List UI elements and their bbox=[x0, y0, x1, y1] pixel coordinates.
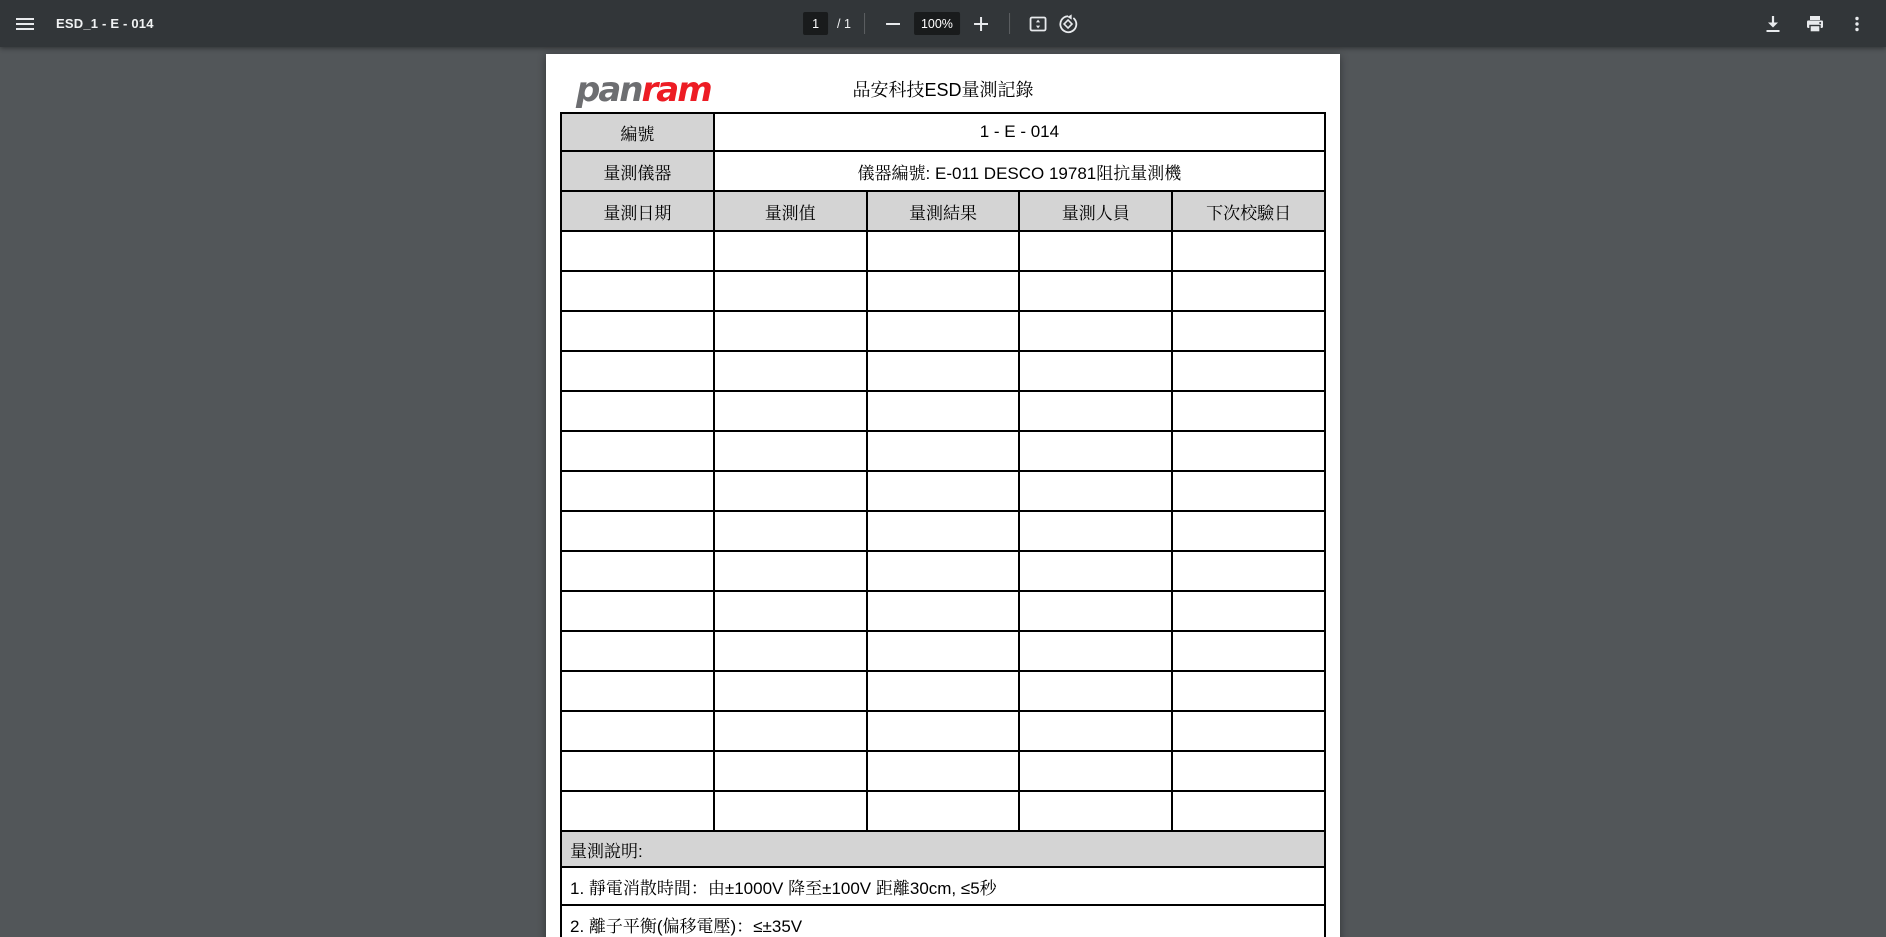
fit-to-page-button[interactable] bbox=[1023, 9, 1053, 39]
zoom-out-icon bbox=[886, 17, 900, 31]
menu-button[interactable] bbox=[10, 9, 40, 39]
empty-record-row bbox=[561, 311, 1325, 351]
fit-to-page-icon bbox=[1028, 14, 1048, 34]
empty-cell bbox=[1172, 391, 1325, 431]
notes-header-label: 量測說明: bbox=[561, 831, 1325, 867]
empty-cell bbox=[1172, 591, 1325, 631]
empty-cell bbox=[1172, 471, 1325, 511]
empty-cell bbox=[1019, 711, 1172, 751]
more-options-icon bbox=[1848, 15, 1866, 33]
print-button[interactable] bbox=[1800, 9, 1830, 39]
empty-record-row bbox=[561, 711, 1325, 751]
empty-cell bbox=[561, 711, 714, 751]
empty-cell bbox=[867, 351, 1020, 391]
empty-cell bbox=[561, 551, 714, 591]
empty-cell bbox=[714, 311, 867, 351]
empty-cell bbox=[561, 471, 714, 511]
record-id-row bbox=[561, 113, 1325, 151]
empty-cell bbox=[561, 351, 714, 391]
empty-cell bbox=[867, 311, 1020, 351]
download-button[interactable] bbox=[1758, 9, 1788, 39]
empty-cell bbox=[714, 551, 867, 591]
zoom-level-input[interactable] bbox=[914, 12, 960, 35]
empty-cell bbox=[714, 471, 867, 511]
empty-cell bbox=[1019, 351, 1172, 391]
empty-cell bbox=[1019, 671, 1172, 711]
empty-cell bbox=[1019, 431, 1172, 471]
empty-cell bbox=[867, 391, 1020, 431]
document-title: ESD_1 - E - 014 bbox=[56, 16, 154, 31]
empty-record-rows bbox=[561, 231, 1325, 831]
empty-cell bbox=[1019, 751, 1172, 791]
note-text: 2. 離子平衡(偏移電壓)：≤±35V bbox=[561, 905, 1325, 937]
zoom-out-button[interactable] bbox=[878, 9, 908, 39]
empty-cell bbox=[1172, 431, 1325, 471]
empty-cell bbox=[1172, 511, 1325, 551]
field-label: 量測儀器 bbox=[561, 151, 714, 191]
empty-cell bbox=[867, 591, 1020, 631]
empty-cell bbox=[714, 791, 867, 831]
esd-record-table bbox=[560, 112, 1326, 937]
logo-text-ram: ram bbox=[641, 70, 711, 110]
empty-cell bbox=[561, 671, 714, 711]
column-header: 下次校驗日 bbox=[1172, 191, 1325, 231]
empty-cell bbox=[714, 671, 867, 711]
empty-cell bbox=[867, 791, 1020, 831]
column-header: 量測值 bbox=[714, 191, 867, 231]
empty-cell bbox=[714, 431, 867, 471]
toolbar-center bbox=[803, 0, 1083, 47]
toolbar-divider bbox=[1009, 13, 1010, 34]
empty-cell bbox=[561, 511, 714, 551]
empty-cell bbox=[561, 231, 714, 271]
page-number-input[interactable] bbox=[803, 12, 828, 35]
empty-cell bbox=[561, 751, 714, 791]
empty-cell bbox=[714, 751, 867, 791]
more-options-button[interactable] bbox=[1842, 9, 1872, 39]
pdf-page bbox=[546, 54, 1340, 937]
empty-cell bbox=[714, 711, 867, 751]
empty-cell bbox=[714, 631, 867, 671]
document-header bbox=[546, 54, 1340, 112]
empty-cell bbox=[1172, 311, 1325, 351]
field-value: 1 - E - 014 bbox=[714, 113, 1325, 151]
menu-icon bbox=[16, 15, 34, 33]
empty-cell bbox=[867, 671, 1020, 711]
pdf-toolbar bbox=[0, 0, 1886, 47]
toolbar-left bbox=[10, 9, 154, 39]
empty-cell bbox=[561, 631, 714, 671]
page-count-label: / 1 bbox=[837, 16, 851, 31]
empty-cell bbox=[1019, 631, 1172, 671]
download-icon bbox=[1763, 14, 1783, 34]
empty-cell bbox=[867, 551, 1020, 591]
empty-cell bbox=[1019, 391, 1172, 431]
empty-record-row bbox=[561, 791, 1325, 831]
empty-cell bbox=[1172, 351, 1325, 391]
empty-record-row bbox=[561, 431, 1325, 471]
empty-record-row bbox=[561, 551, 1325, 591]
empty-record-row bbox=[561, 231, 1325, 271]
empty-cell bbox=[1019, 311, 1172, 351]
empty-cell bbox=[714, 231, 867, 271]
empty-cell bbox=[867, 271, 1020, 311]
empty-cell bbox=[561, 311, 714, 351]
empty-record-row bbox=[561, 751, 1325, 791]
column-header: 量測日期 bbox=[561, 191, 714, 231]
empty-record-row bbox=[561, 511, 1325, 551]
empty-cell bbox=[1019, 551, 1172, 591]
empty-cell bbox=[714, 271, 867, 311]
empty-cell bbox=[867, 631, 1020, 671]
empty-cell bbox=[1019, 231, 1172, 271]
empty-cell bbox=[561, 591, 714, 631]
column-header-row bbox=[561, 191, 1325, 231]
rotate-counterclockwise-icon bbox=[1058, 14, 1078, 34]
instrument-row bbox=[561, 151, 1325, 191]
zoom-in-button[interactable] bbox=[966, 9, 996, 39]
note-row bbox=[561, 905, 1325, 937]
empty-cell bbox=[867, 511, 1020, 551]
empty-cell bbox=[867, 431, 1020, 471]
field-value: 儀器編號: E-011 DESCO 19781阻抗量測機 bbox=[714, 151, 1325, 191]
empty-cell bbox=[1172, 751, 1325, 791]
column-header: 量測人員 bbox=[1019, 191, 1172, 231]
empty-cell bbox=[714, 591, 867, 631]
print-icon bbox=[1805, 14, 1825, 34]
zoom-in-icon bbox=[974, 17, 988, 31]
empty-cell bbox=[714, 351, 867, 391]
empty-cell bbox=[561, 431, 714, 471]
empty-cell bbox=[867, 231, 1020, 271]
field-label: 編號 bbox=[561, 113, 714, 151]
empty-record-row bbox=[561, 671, 1325, 711]
empty-record-row bbox=[561, 391, 1325, 431]
note-text: 1. 靜電消散時間：由±1000V 降至±100V 距離30cm, ≤5秒 bbox=[561, 867, 1325, 905]
form-title: 品安科技ESD量測記錄 bbox=[852, 80, 1034, 100]
empty-cell bbox=[1019, 791, 1172, 831]
empty-cell bbox=[1172, 271, 1325, 311]
empty-cell bbox=[867, 751, 1020, 791]
empty-cell bbox=[867, 711, 1020, 751]
empty-cell bbox=[1019, 591, 1172, 631]
empty-record-row bbox=[561, 631, 1325, 671]
empty-cell bbox=[1172, 791, 1325, 831]
column-header: 量測結果 bbox=[867, 191, 1020, 231]
empty-cell bbox=[714, 391, 867, 431]
empty-cell bbox=[1172, 631, 1325, 671]
empty-cell bbox=[1172, 231, 1325, 271]
empty-cell bbox=[1019, 271, 1172, 311]
empty-record-row bbox=[561, 591, 1325, 631]
pdf-viewer-area[interactable] bbox=[0, 47, 1886, 937]
empty-cell bbox=[1172, 711, 1325, 751]
empty-cell bbox=[561, 791, 714, 831]
empty-cell bbox=[1019, 471, 1172, 511]
empty-record-row bbox=[561, 351, 1325, 391]
notes-header-row bbox=[561, 831, 1325, 867]
empty-cell bbox=[1172, 551, 1325, 591]
toolbar-divider bbox=[864, 13, 865, 34]
rotate-counterclockwise-button[interactable] bbox=[1053, 9, 1083, 39]
empty-record-row bbox=[561, 471, 1325, 511]
note-row bbox=[561, 867, 1325, 905]
empty-cell bbox=[714, 511, 867, 551]
empty-cell bbox=[867, 471, 1020, 511]
empty-record-row bbox=[561, 271, 1325, 311]
toolbar-right bbox=[1758, 9, 1872, 39]
logo-text-pan: pan bbox=[576, 70, 642, 110]
empty-cell bbox=[561, 391, 714, 431]
empty-cell bbox=[561, 271, 714, 311]
empty-cell bbox=[1019, 511, 1172, 551]
empty-cell bbox=[1172, 671, 1325, 711]
